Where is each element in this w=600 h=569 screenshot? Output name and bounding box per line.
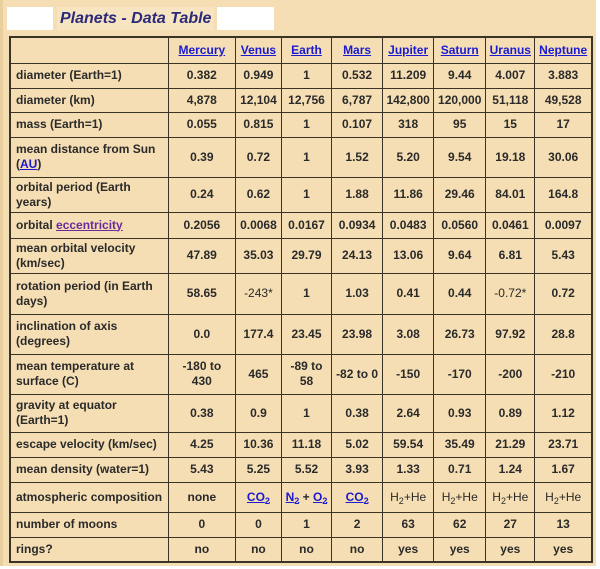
table-row <box>10 273 592 314</box>
cell: 23.45 <box>281 314 331 354</box>
cell: 11.86 <box>383 177 434 212</box>
cell: 29.79 <box>281 238 331 273</box>
cell: 0.93 <box>434 394 486 432</box>
cell: 13 <box>535 512 592 537</box>
cell <box>235 482 281 512</box>
page-title: Planets - Data Table <box>57 7 214 30</box>
cell: 1.12 <box>535 394 592 432</box>
cell: 0.055 <box>168 112 235 137</box>
cell: 17 <box>535 112 592 137</box>
cell: 0.0 <box>168 314 235 354</box>
cell: 3.883 <box>535 63 592 88</box>
cell: 6.81 <box>486 238 535 273</box>
row-label <box>10 212 168 238</box>
table-row <box>10 457 592 482</box>
cell: 0.0068 <box>235 212 281 238</box>
co2-link[interactable]: $CO_2$ <box>246 489 270 506</box>
row-label-prefix: orbital <box>16 217 57 232</box>
cell: 5.43 <box>535 238 592 273</box>
planets-data-table <box>9 36 593 563</box>
cell: -210 <box>535 354 592 394</box>
cell: 62 <box>434 512 486 537</box>
link-venus[interactable]: Venus <box>240 42 277 57</box>
cell: 9.64 <box>434 238 486 273</box>
cell: 4.007 <box>486 63 535 88</box>
header-row <box>10 37 592 63</box>
cell: 21.29 <box>486 432 535 457</box>
cell: no <box>235 537 281 562</box>
row-label: escape velocity (km/sec) <box>10 432 168 457</box>
n2-link[interactable]: $N_2$ <box>285 489 300 506</box>
header-saturn <box>434 37 486 63</box>
cell: -0.72* <box>486 273 535 314</box>
cell: $H_2+He$ <box>434 482 486 512</box>
table-row <box>10 482 592 512</box>
cell: 13.06 <box>383 238 434 273</box>
row-label: gravity at equator (Earth=1) <box>10 394 168 432</box>
cell: 318 <box>383 112 434 137</box>
cell: 28.8 <box>535 314 592 354</box>
cell: 3.93 <box>332 457 383 482</box>
cell: 0.24 <box>168 177 235 212</box>
cell: 59.54 <box>383 432 434 457</box>
cell: $N_2 + O_2$ <box>281 482 331 512</box>
table-row <box>10 394 592 432</box>
cell: 0.382 <box>168 63 235 88</box>
cell: 1.33 <box>383 457 434 482</box>
cell: 1.24 <box>486 457 535 482</box>
cell: 0.72 <box>235 137 281 177</box>
cell: 0.0167 <box>281 212 331 238</box>
cell: $H_2+He$ <box>486 482 535 512</box>
cell: 35.03 <box>235 238 281 273</box>
cell: yes <box>434 537 486 562</box>
header-jupiter <box>383 37 434 63</box>
cell: -243* <box>235 273 281 314</box>
table-row <box>10 137 592 177</box>
cell: 1 <box>281 394 331 432</box>
cell: no <box>168 537 235 562</box>
row-label: diameter (Earth=1) <box>10 63 168 88</box>
title-box-left <box>7 7 53 30</box>
cell: 5.52 <box>281 457 331 482</box>
cell: 1.88 <box>332 177 383 212</box>
row-label: rings? <box>10 537 168 562</box>
cell: 0 <box>235 512 281 537</box>
header-corner <box>10 37 168 63</box>
cell: 58.65 <box>168 273 235 314</box>
cell: 15 <box>486 112 535 137</box>
row-label: mean orbital velocity (km/sec) <box>10 238 168 273</box>
o2-link[interactable]: $O_2$ <box>313 489 328 506</box>
cell: 4.25 <box>168 432 235 457</box>
table-row <box>10 63 592 88</box>
link-mars[interactable]: Mars <box>343 42 372 57</box>
cell: 5.25 <box>235 457 281 482</box>
link-mercury[interactable]: Mercury <box>178 42 226 57</box>
cell: 164.8 <box>535 177 592 212</box>
table-row <box>10 112 592 137</box>
cell: 9.54 <box>434 137 486 177</box>
cell: -82 to 0 <box>332 354 383 394</box>
row-label: atmospheric composition <box>10 482 168 512</box>
cell: 63 <box>383 512 434 537</box>
cell: 0.89 <box>486 394 535 432</box>
cell: 0.72 <box>535 273 592 314</box>
link-saturn[interactable]: Saturn <box>440 42 479 57</box>
cell: 142,800 <box>383 88 434 112</box>
table-row <box>10 238 592 273</box>
cell: 12,756 <box>281 88 331 112</box>
cell: 11.18 <box>281 432 331 457</box>
cell: 84.01 <box>486 177 535 212</box>
cell: 4,878 <box>168 88 235 112</box>
cell: -170 <box>434 354 486 394</box>
cell: 0.39 <box>168 137 235 177</box>
header-venus <box>235 37 281 63</box>
cell: 1 <box>281 177 331 212</box>
header-neptune <box>535 37 592 63</box>
cell: 2.64 <box>383 394 434 432</box>
cell: 0.107 <box>332 112 383 137</box>
cell: 27 <box>486 512 535 537</box>
cell: yes <box>486 537 535 562</box>
eccentricity-link[interactable]: eccentricity <box>56 217 123 232</box>
table-row <box>10 354 592 394</box>
cell: yes <box>535 537 592 562</box>
cell: 0 <box>168 512 235 537</box>
cell: 0.62 <box>235 177 281 212</box>
header-mars <box>332 37 383 63</box>
cell: 5.20 <box>383 137 434 177</box>
cell: 5.02 <box>332 432 383 457</box>
co2-link[interactable]: $CO_2$ <box>345 489 369 506</box>
cell: 95 <box>434 112 486 137</box>
cell: 24.13 <box>332 238 383 273</box>
row-label: mean density (water=1) <box>10 457 168 482</box>
cell: 0.44 <box>434 273 486 314</box>
cell: 0.0483 <box>383 212 434 238</box>
row-label: diameter (km) <box>10 88 168 112</box>
cell: 0.38 <box>168 394 235 432</box>
link-uranus[interactable]: Uranus <box>489 42 531 57</box>
cell: 29.46 <box>434 177 486 212</box>
row-label-suffix: ) <box>37 157 42 171</box>
cell: 23.98 <box>332 314 383 354</box>
row-label: number of moons <box>10 512 168 537</box>
cell: 9.44 <box>434 63 486 88</box>
cell: 0.2056 <box>168 212 235 238</box>
row-label: orbital period (Earth years) <box>10 177 168 212</box>
table-row <box>10 512 592 537</box>
cell: -200 <box>486 354 535 394</box>
row-label-prefix: mean distance from Sun ( <box>16 142 156 171</box>
au-link[interactable]: AU <box>20 157 38 171</box>
cell: none <box>168 482 235 512</box>
cell: 0.0461 <box>486 212 535 238</box>
cell: 1.67 <box>535 457 592 482</box>
cell: 97.92 <box>486 314 535 354</box>
cell: 1 <box>281 273 331 314</box>
row-label: mass (Earth=1) <box>10 112 168 137</box>
link-neptune[interactable]: Neptune <box>539 42 588 57</box>
cell: 0.41 <box>383 273 434 314</box>
cell: -180 to 430 <box>168 354 235 394</box>
cell: 0.815 <box>235 112 281 137</box>
cell: 10.36 <box>235 432 281 457</box>
cell: 30.06 <box>535 137 592 177</box>
cell: no <box>281 537 331 562</box>
cell: $H_2+He$ <box>383 482 434 512</box>
table-row <box>10 537 592 562</box>
cell: -150 <box>383 354 434 394</box>
cell: 0.532 <box>332 63 383 88</box>
cell: 1 <box>281 63 331 88</box>
table-row <box>10 177 592 212</box>
cell: 2 <box>332 512 383 537</box>
cell: 19.18 <box>486 137 535 177</box>
row-label: rotation period (in Earth days) <box>10 273 168 314</box>
table-row <box>10 88 592 112</box>
link-earth[interactable]: Earth <box>291 42 322 57</box>
cell: 1.52 <box>332 137 383 177</box>
table-row <box>10 432 592 457</box>
cell: 6,787 <box>332 88 383 112</box>
cell: 177.4 <box>235 314 281 354</box>
header-earth <box>281 37 331 63</box>
row-label: mean temperature at surface (C) <box>10 354 168 394</box>
table-row <box>10 314 592 354</box>
row-label <box>10 137 168 177</box>
cell: 3.08 <box>383 314 434 354</box>
cell: 23.71 <box>535 432 592 457</box>
cell: 0.0097 <box>535 212 592 238</box>
cell: 1.03 <box>332 273 383 314</box>
cell: 0.71 <box>434 457 486 482</box>
cell: 47.89 <box>168 238 235 273</box>
cell: 12,104 <box>235 88 281 112</box>
cell: 49,528 <box>535 88 592 112</box>
cell: 1 <box>281 112 331 137</box>
cell: no <box>332 537 383 562</box>
cell: 465 <box>235 354 281 394</box>
cell: -89 to 58 <box>281 354 331 394</box>
cell: 0.9 <box>235 394 281 432</box>
table-row <box>10 212 592 238</box>
cell: 26.73 <box>434 314 486 354</box>
cell: 0.0560 <box>434 212 486 238</box>
cell: 5.43 <box>168 457 235 482</box>
header-mercury <box>168 37 235 63</box>
cell: 0.949 <box>235 63 281 88</box>
cell <box>332 482 383 512</box>
cell: 0.38 <box>332 394 383 432</box>
cell: 11.209 <box>383 63 434 88</box>
cell: 120,000 <box>434 88 486 112</box>
row-label: inclination of axis (degrees) <box>10 314 168 354</box>
cell: 1 <box>281 512 331 537</box>
cell: 35.49 <box>434 432 486 457</box>
cell: 0.0934 <box>332 212 383 238</box>
cell: yes <box>383 537 434 562</box>
cell: 1 <box>281 137 331 177</box>
cell: $H_2+He$ <box>535 482 592 512</box>
link-jupiter[interactable]: Jupiter <box>388 42 429 57</box>
title-box-right <box>217 7 274 30</box>
cell: 51,118 <box>486 88 535 112</box>
header-uranus <box>486 37 535 63</box>
